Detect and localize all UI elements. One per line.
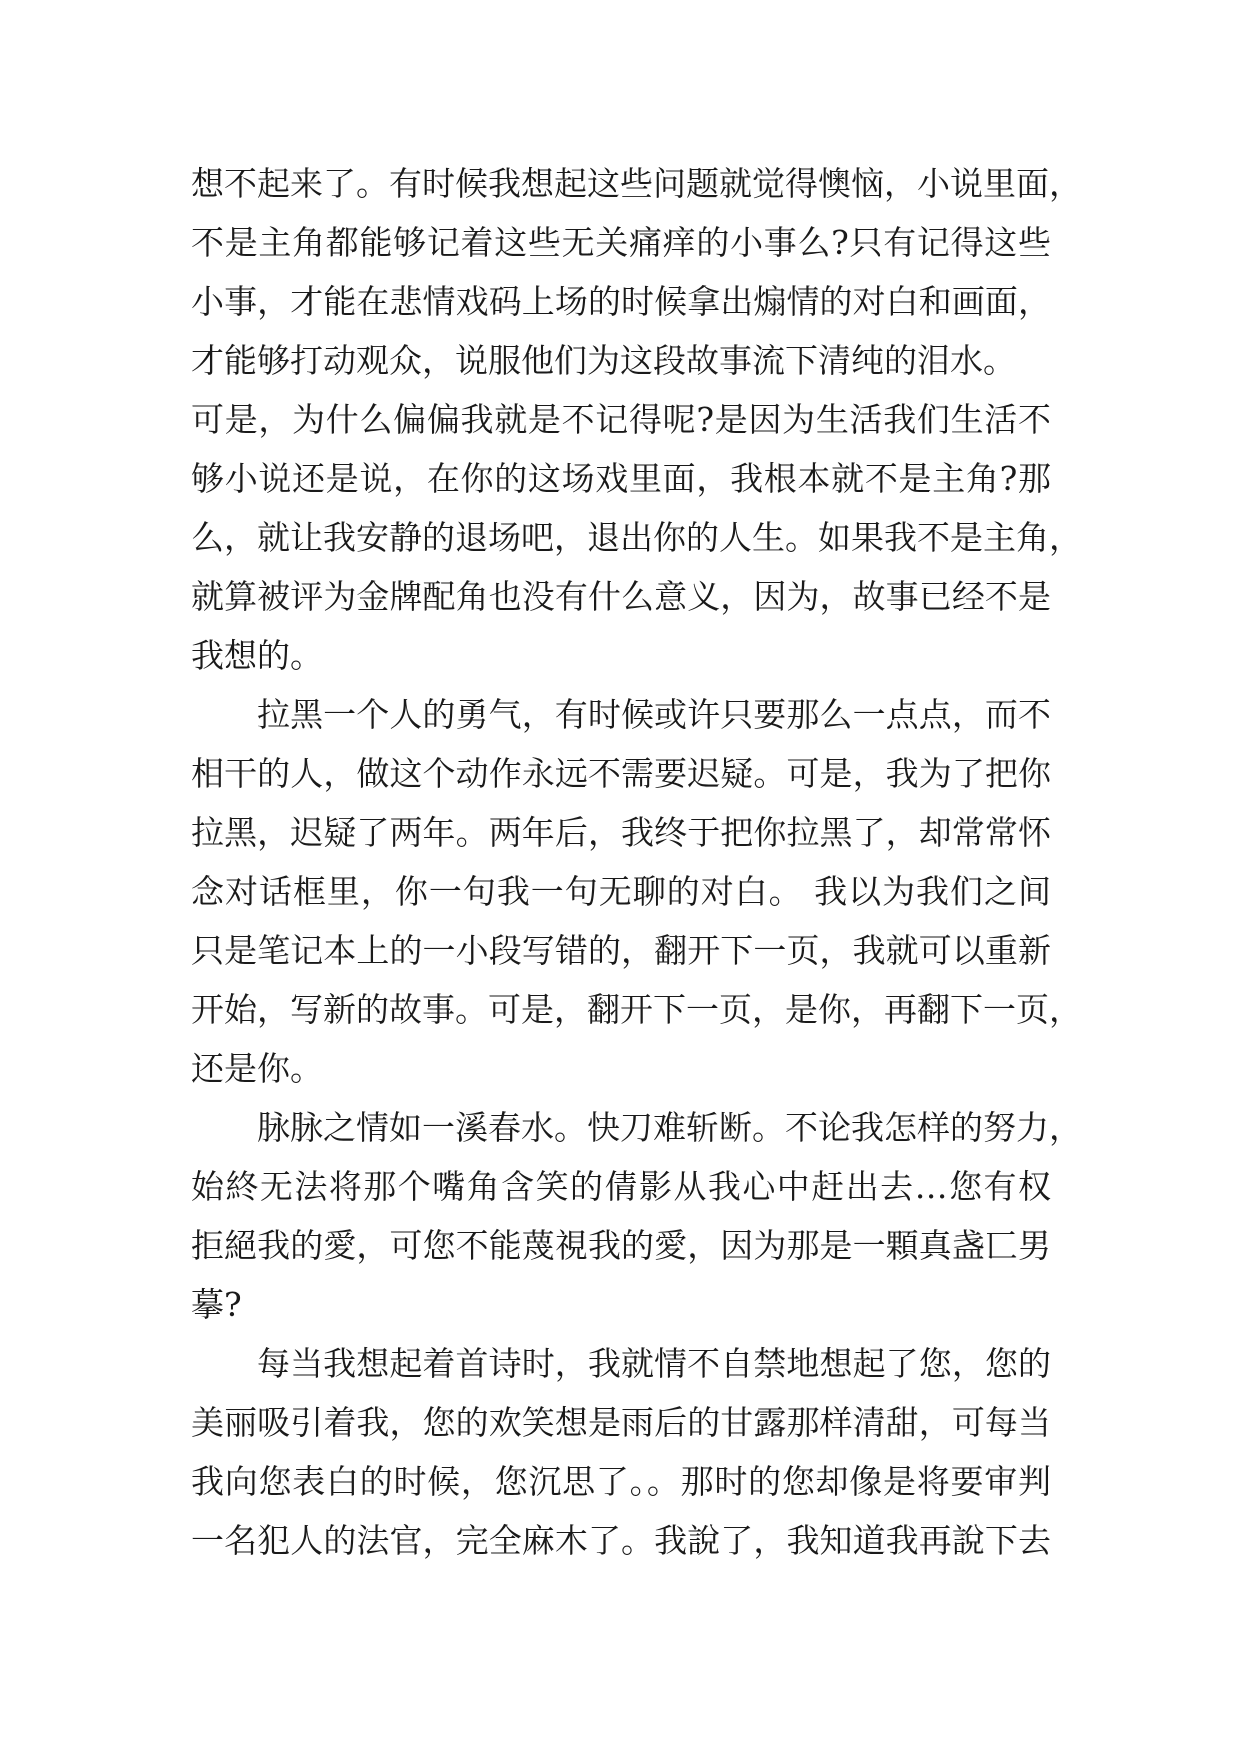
body-text xyxy=(191,154,1082,1570)
paragraph-1 xyxy=(191,154,1082,685)
text-line: 么，就让我安静的退场吧，退出你的人生。如果我不是主角， xyxy=(191,518,1082,557)
paragraph-2 xyxy=(191,685,1082,1098)
text-line: 始終无法将那个嘴角含笑的倩影从我心中赶出去…您有权 xyxy=(191,1167,1051,1206)
text-line: 开始，写新的故事。可是，翻开下一页，是你，再翻下一页， xyxy=(191,990,1082,1029)
text-line: 不是主角都能够记着这些无关痛痒的小事么?只有记得这些 xyxy=(191,223,1051,262)
paragraph-4 xyxy=(191,1334,1051,1570)
text-line: 我向您表白的时候，您沉思了。。那时的您却像是将要审判 xyxy=(191,1462,1051,1501)
text-line: 美丽吸引着我，您的欢笑想是雨后的甘露那样清甜，可每当 xyxy=(191,1403,1051,1442)
text-line: 念对话框里，你一句我一句无聊的对白。 我以为我们之间 xyxy=(191,872,1051,911)
text-line: 只是笔记本上的一小段写错的，翻开下一页，我就可以重新 xyxy=(191,931,1051,970)
text-line: 可是，为什么偏偏我就是不记得呢?是因为生活我们生活不 xyxy=(191,400,1051,439)
text-line: 一名犯人的法官，完全麻木了。我說了，我知道我再說下去 xyxy=(191,1521,1051,1560)
text-line: 拒絕我的愛，可您不能蔑視我的愛，因为那是一顆真盏匸男 xyxy=(191,1226,1051,1265)
text-line: 够小说还是说，在你的这场戏里面，我根本就不是主角?那 xyxy=(191,459,1051,498)
text-line: 摹? xyxy=(191,1285,242,1324)
text-line: 拉黑一个人的勇气，有时候或许只要那么一点点，而不 xyxy=(257,695,1051,734)
text-line: 每当我想起着首诗时，我就情不自禁地想起了您，您的 xyxy=(257,1344,1051,1383)
text-line: 想不起来了。有时候我想起这些问题就觉得懊恼，小说里面， xyxy=(191,164,1082,203)
text-line: 脉脉之情如一溪春水。快刀难斩断。不论我怎样的努力， xyxy=(257,1108,1082,1147)
text-line: 还是你。 xyxy=(191,1049,323,1088)
text-line: 才能够打动观众，说服他们为这段故事流下清纯的泪水。 xyxy=(191,341,1016,380)
text-line: 我想的。 xyxy=(191,636,323,675)
text-line: 拉黑，迟疑了两年。两年后，我终于把你拉黑了，却常常怀 xyxy=(191,813,1051,852)
paragraph-3 xyxy=(191,1098,1082,1334)
text-line: 就算被评为金牌配角也没有什么意义，因为，故事已经不是 xyxy=(191,577,1051,616)
text-line: 相干的人，做这个动作永远不需要迟疑。可是，我为了把你 xyxy=(191,754,1051,793)
text-line: 小事，才能在悲情戏码上场的时候拿出煽情的对白和画面， xyxy=(191,282,1051,321)
